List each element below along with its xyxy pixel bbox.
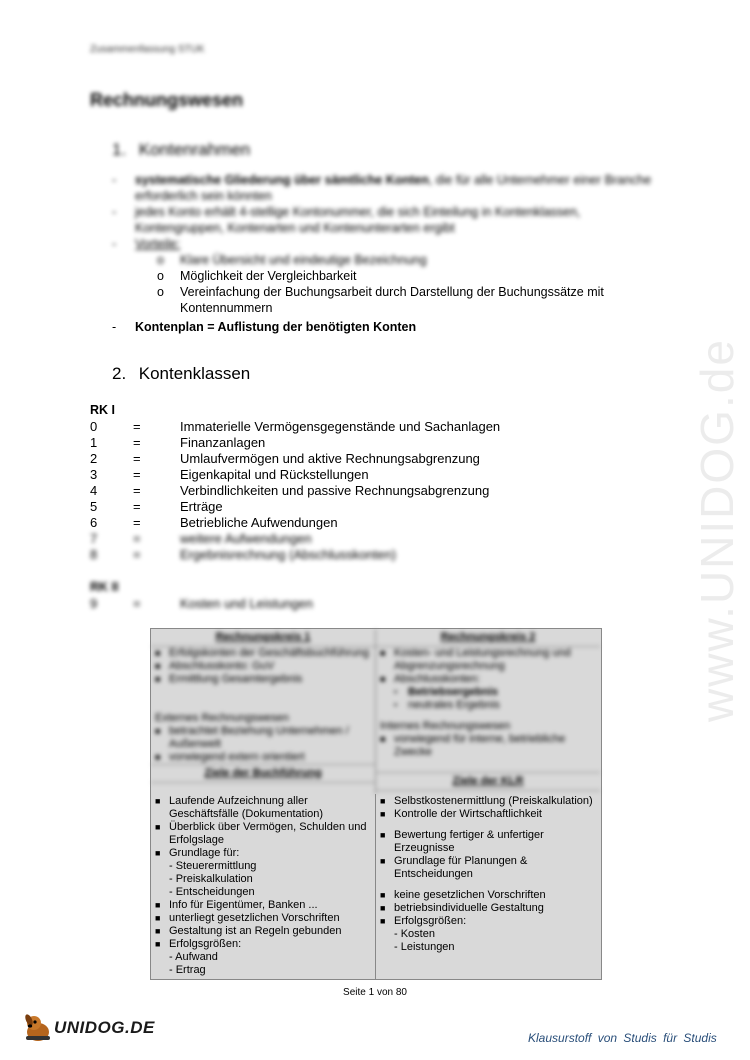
section-heading-1 (112, 140, 250, 160)
right-mid-title: Internes Rechnungswesen (380, 720, 511, 732)
right-goals-column (376, 794, 600, 979)
goal-sub-item: - Aufwand (169, 951, 218, 963)
goal-item: ■ Gestaltung ist an Regeln gebunden (155, 925, 342, 937)
class-number: 3 (90, 467, 98, 482)
class-number: 5 (90, 499, 98, 514)
item-text: betrachtet Beziehung Unternehmen / Außenwelt (169, 725, 349, 750)
class-number: 0 (90, 419, 98, 434)
class-row (90, 531, 620, 547)
bullet-bold: systematische Gliederung über sämtliche Konten (135, 173, 429, 187)
item-text (394, 794, 567, 795)
goal-sub-item: - Leistungen (394, 941, 455, 953)
item-text: Überblick über Vermögen, Schulden und Erfolgslage (169, 821, 367, 846)
goal-item: ■ betriebsindividuelle Gestaltung (380, 902, 544, 914)
table-sub-item: • neutrales Ergebnis (394, 699, 500, 711)
goal-sub-item: - Steuerermittlung (169, 860, 257, 872)
equals-sign: = (133, 451, 141, 466)
item-text (169, 794, 340, 795)
section-number: 2. (112, 364, 127, 383)
table-item: ■ Abschlusskonten: (380, 673, 481, 685)
advantage-text: Klare Übersicht und eindeutige Bezeichnung (180, 253, 427, 267)
section-title: Kontenklassen (138, 364, 251, 383)
class-number: 7 (90, 531, 98, 546)
bullet-item: - jedes Konto erhält 4-stellige Kontonummer, die sich Einteilung in Kontenklassen, Kontengruppen, Kontenarten und Kontenunterarten ergibt (112, 204, 672, 236)
advantage-text: Vereinfachung der Buchungsarbeit durch Darstellung der Buchungssätze mit Kontennummern (180, 285, 604, 315)
section-1-bullets (112, 172, 672, 335)
class-description: Ergebnisrechnung (Abschlusskonten) (180, 547, 397, 562)
goal-item: ■ Selbstkostenermittlung (Preiskalkulation) (380, 795, 593, 807)
item-text: Selbstkostenermittlung (Preiskalkulation) (394, 795, 593, 807)
goal-sub-item: - Kosten (394, 928, 435, 940)
bullet-text: jedes Konto erhält 4-stellige Kontonummer, die sich Einteilung in Kontenklassen, Kontengruppen, Kontenarten und Kontenunterarten ergibt (135, 205, 581, 235)
class-number: 6 (90, 515, 98, 530)
rk2-label: RK II (90, 580, 119, 594)
left-goals-column (151, 794, 376, 979)
left-mid-title: Externes Rechnungswesen (155, 712, 289, 724)
comparison-table (150, 628, 602, 980)
right-column-top (376, 629, 600, 794)
goal-item: ■ Info für Eigentümer, Banken ... (155, 899, 318, 911)
bullet-item: - Kontenplan = Auflistung der benötigten Konten (112, 319, 672, 335)
bullet-text: Vorteile: (135, 237, 181, 251)
page-title: Rechnungswesen (90, 90, 244, 110)
equals-sign: = (133, 499, 141, 514)
equals-sign: = (133, 531, 141, 546)
table-item (376, 794, 600, 795)
advantage-item: o Klare Übersicht und eindeutige Bezeichnung (112, 252, 672, 268)
item-text: keine gesetzlichen Vorschriften (394, 889, 546, 901)
table-sub-item: • Betriebsergebnis (394, 686, 498, 698)
goal-item: ■ Bewertung fertiger & unfertiger Erzeugnisse (376, 829, 600, 855)
advantage-text: Möglichkeit der Vergleichbarkeit (180, 269, 357, 283)
item-text: Abschlusskonto: GuV (169, 660, 275, 672)
logo-text: UNIDOG.DE (54, 1018, 155, 1037)
item-text: Abschlusskonten: (394, 673, 481, 685)
class-description: Finanzanlagen (180, 435, 266, 450)
goal-sub-item: - Ertrag (169, 964, 206, 976)
rk2-table (90, 596, 620, 612)
equals-sign: = (133, 483, 141, 498)
advantage-item: o Möglichkeit der Vergleichbarkeit (112, 268, 672, 284)
class-row (90, 483, 620, 499)
table-item: ■ Ermittlung Gesamtergebnis (155, 673, 303, 685)
class-row (90, 547, 620, 563)
item-text: vorwiegend für interne, betriebliche Zwecke (394, 733, 566, 758)
class-description: Eigenkapital und Rückstellungen (180, 467, 369, 482)
goal-item: ■ Grundlage für Planungen & Entscheidungen (376, 855, 600, 881)
item-text: Erfolgsgrößen: (169, 938, 242, 950)
equals-sign: = (133, 547, 141, 562)
goal-item: ■ Erfolgsgrößen: (380, 915, 467, 927)
class-description: Kosten und Leistungen (180, 596, 313, 611)
goal-item: ■ Erfolgsgrößen: (155, 938, 242, 950)
class-number: 4 (90, 483, 98, 498)
class-description: Verbindlichkeiten und passive Rechnungsabgrenzung (180, 483, 490, 498)
class-number: 9 (90, 596, 98, 611)
class-number: 1 (90, 435, 98, 450)
item-text: Kosten- und Leistungsrechnung und Abgrenzungsrechnung (394, 647, 571, 672)
item-text: betriebsindividuelle Gestaltung (394, 902, 544, 914)
rk1-table (90, 419, 620, 563)
footer-tagline: Klausurstoff von Studis für Studis (528, 1031, 717, 1045)
watermark-text: www.UNIDOG.de (691, 338, 743, 722)
equals-sign: = (133, 596, 141, 611)
class-description: Betriebliche Aufwendungen (180, 515, 338, 530)
item-text: Ermittlung Gesamtergebnis (169, 673, 303, 685)
item-text: Grundlage für: (169, 847, 240, 859)
class-row (90, 499, 620, 515)
section-title: Kontenrahmen (138, 140, 251, 159)
class-description: Erträge (180, 499, 223, 514)
table-item: ■ vorwiegend extern orientiert (155, 751, 305, 763)
class-row (90, 435, 620, 451)
item-text: Erfolgskonten der Geschäftsbuchführung (169, 647, 369, 659)
left-column-top (151, 629, 376, 794)
table-item (151, 794, 375, 795)
rk1-label: RK I (90, 403, 115, 417)
item-text: Grundlage für Planungen & Entscheidungen (394, 855, 528, 880)
equals-sign: = (133, 419, 141, 434)
goal-sub-item: - Entscheidungen (169, 886, 255, 898)
table-item: ■ betrachtet Beziehung Unternehmen / Außenwelt (151, 725, 375, 751)
page-number: Seite 1 von 80 (343, 987, 407, 998)
goal-item: ■ Kontrolle der Wirtschaftlichkeit (380, 808, 542, 820)
goal-item: ■ keine gesetzlichen Vorschriften (380, 889, 546, 901)
table-item: ■ Abschlusskonto: GuV (155, 660, 275, 672)
table-item: ■ Erfolgskonten der Geschäftsbuchführung (155, 647, 369, 659)
class-row (90, 467, 620, 483)
item-text: vorwiegend extern orientiert (169, 751, 305, 763)
class-description: Umlaufvermögen und aktive Rechnungsabgrenzung (180, 451, 480, 466)
item-text: neutrales Ergebnis (408, 699, 500, 711)
item-text: Kontrolle der Wirtschaftlichkeit (394, 808, 542, 820)
bullet-item: - systematische Gliederung über sämtliche Konten, die für alle Unternehmer einer Branche erforderlich sein könnten (112, 173, 652, 203)
item-text: Gestaltung ist an Regeln gebunden (169, 925, 342, 937)
class-description: weitere Aufwendungen (180, 531, 312, 546)
equals-sign: = (133, 435, 141, 450)
class-number: 2 (90, 451, 98, 466)
goal-item: ■ Überblick über Vermögen, Schulden und Erfolgslage (151, 821, 375, 847)
advantage-item: o Vereinfachung der Buchungsarbeit durch Darstellung der Buchungssätze mit Kontennummern (112, 284, 672, 316)
left-heading: Rechnungskreis 1 (151, 629, 375, 647)
document-header: Zusammenfassung STUK (90, 44, 205, 55)
table-item: ■ vorwiegend für interne, betriebliche Zwecke (376, 733, 600, 759)
left-goals-heading: Ziele der Buchführung (151, 764, 375, 783)
goal-item: ■ unterliegt gesetzlichen Vorschriften (155, 912, 340, 924)
class-row (90, 451, 620, 467)
summary-bullet: Kontenplan = Auflistung der benötigten Konten (135, 320, 417, 334)
bullet-item: - Vorteile: (112, 236, 672, 252)
bullet-text: , die für alle Unternehmer einer Branche erforderlich sein könnten (135, 173, 652, 203)
section-number: 1. (112, 140, 127, 159)
class-row (90, 596, 620, 612)
unidog-logo[interactable] (22, 1012, 155, 1044)
item-text: Erfolgsgrößen: (394, 915, 467, 927)
class-description: Immaterielle Vermögensgegenstände und Sachanlagen (180, 419, 501, 434)
goal-item: ■ Laufende Aufzeichnung aller Geschäftsfälle (Dokumentation) (151, 795, 375, 821)
class-row (90, 515, 620, 531)
equals-sign: = (133, 467, 141, 482)
equals-sign: = (133, 515, 141, 530)
item-text: Info für Eigentümer, Banken ... (169, 899, 318, 911)
item-text: Betriebsergebnis (408, 686, 498, 698)
dog-mascot-icon (22, 1012, 54, 1044)
table-item: ■ Kosten- und Leistungsrechnung und Abgrenzungsrechnung (376, 647, 600, 673)
class-row (90, 419, 620, 435)
goal-item: ■ Grundlage für: (155, 847, 240, 859)
section-heading-2 (112, 364, 250, 384)
item-text: Laufende Aufzeichnung aller Geschäftsfälle (Dokumentation) (169, 795, 324, 820)
item-text: Bewertung fertiger & unfertiger Erzeugnisse (394, 829, 544, 854)
item-text: unterliegt gesetzlichen Vorschriften (169, 912, 340, 924)
class-number: 8 (90, 547, 98, 562)
goal-sub-item: - Preiskalkulation (169, 873, 253, 885)
right-goals-heading: Ziele der KLR (376, 772, 600, 791)
right-heading: Rechnungskreis 2 (376, 629, 600, 647)
